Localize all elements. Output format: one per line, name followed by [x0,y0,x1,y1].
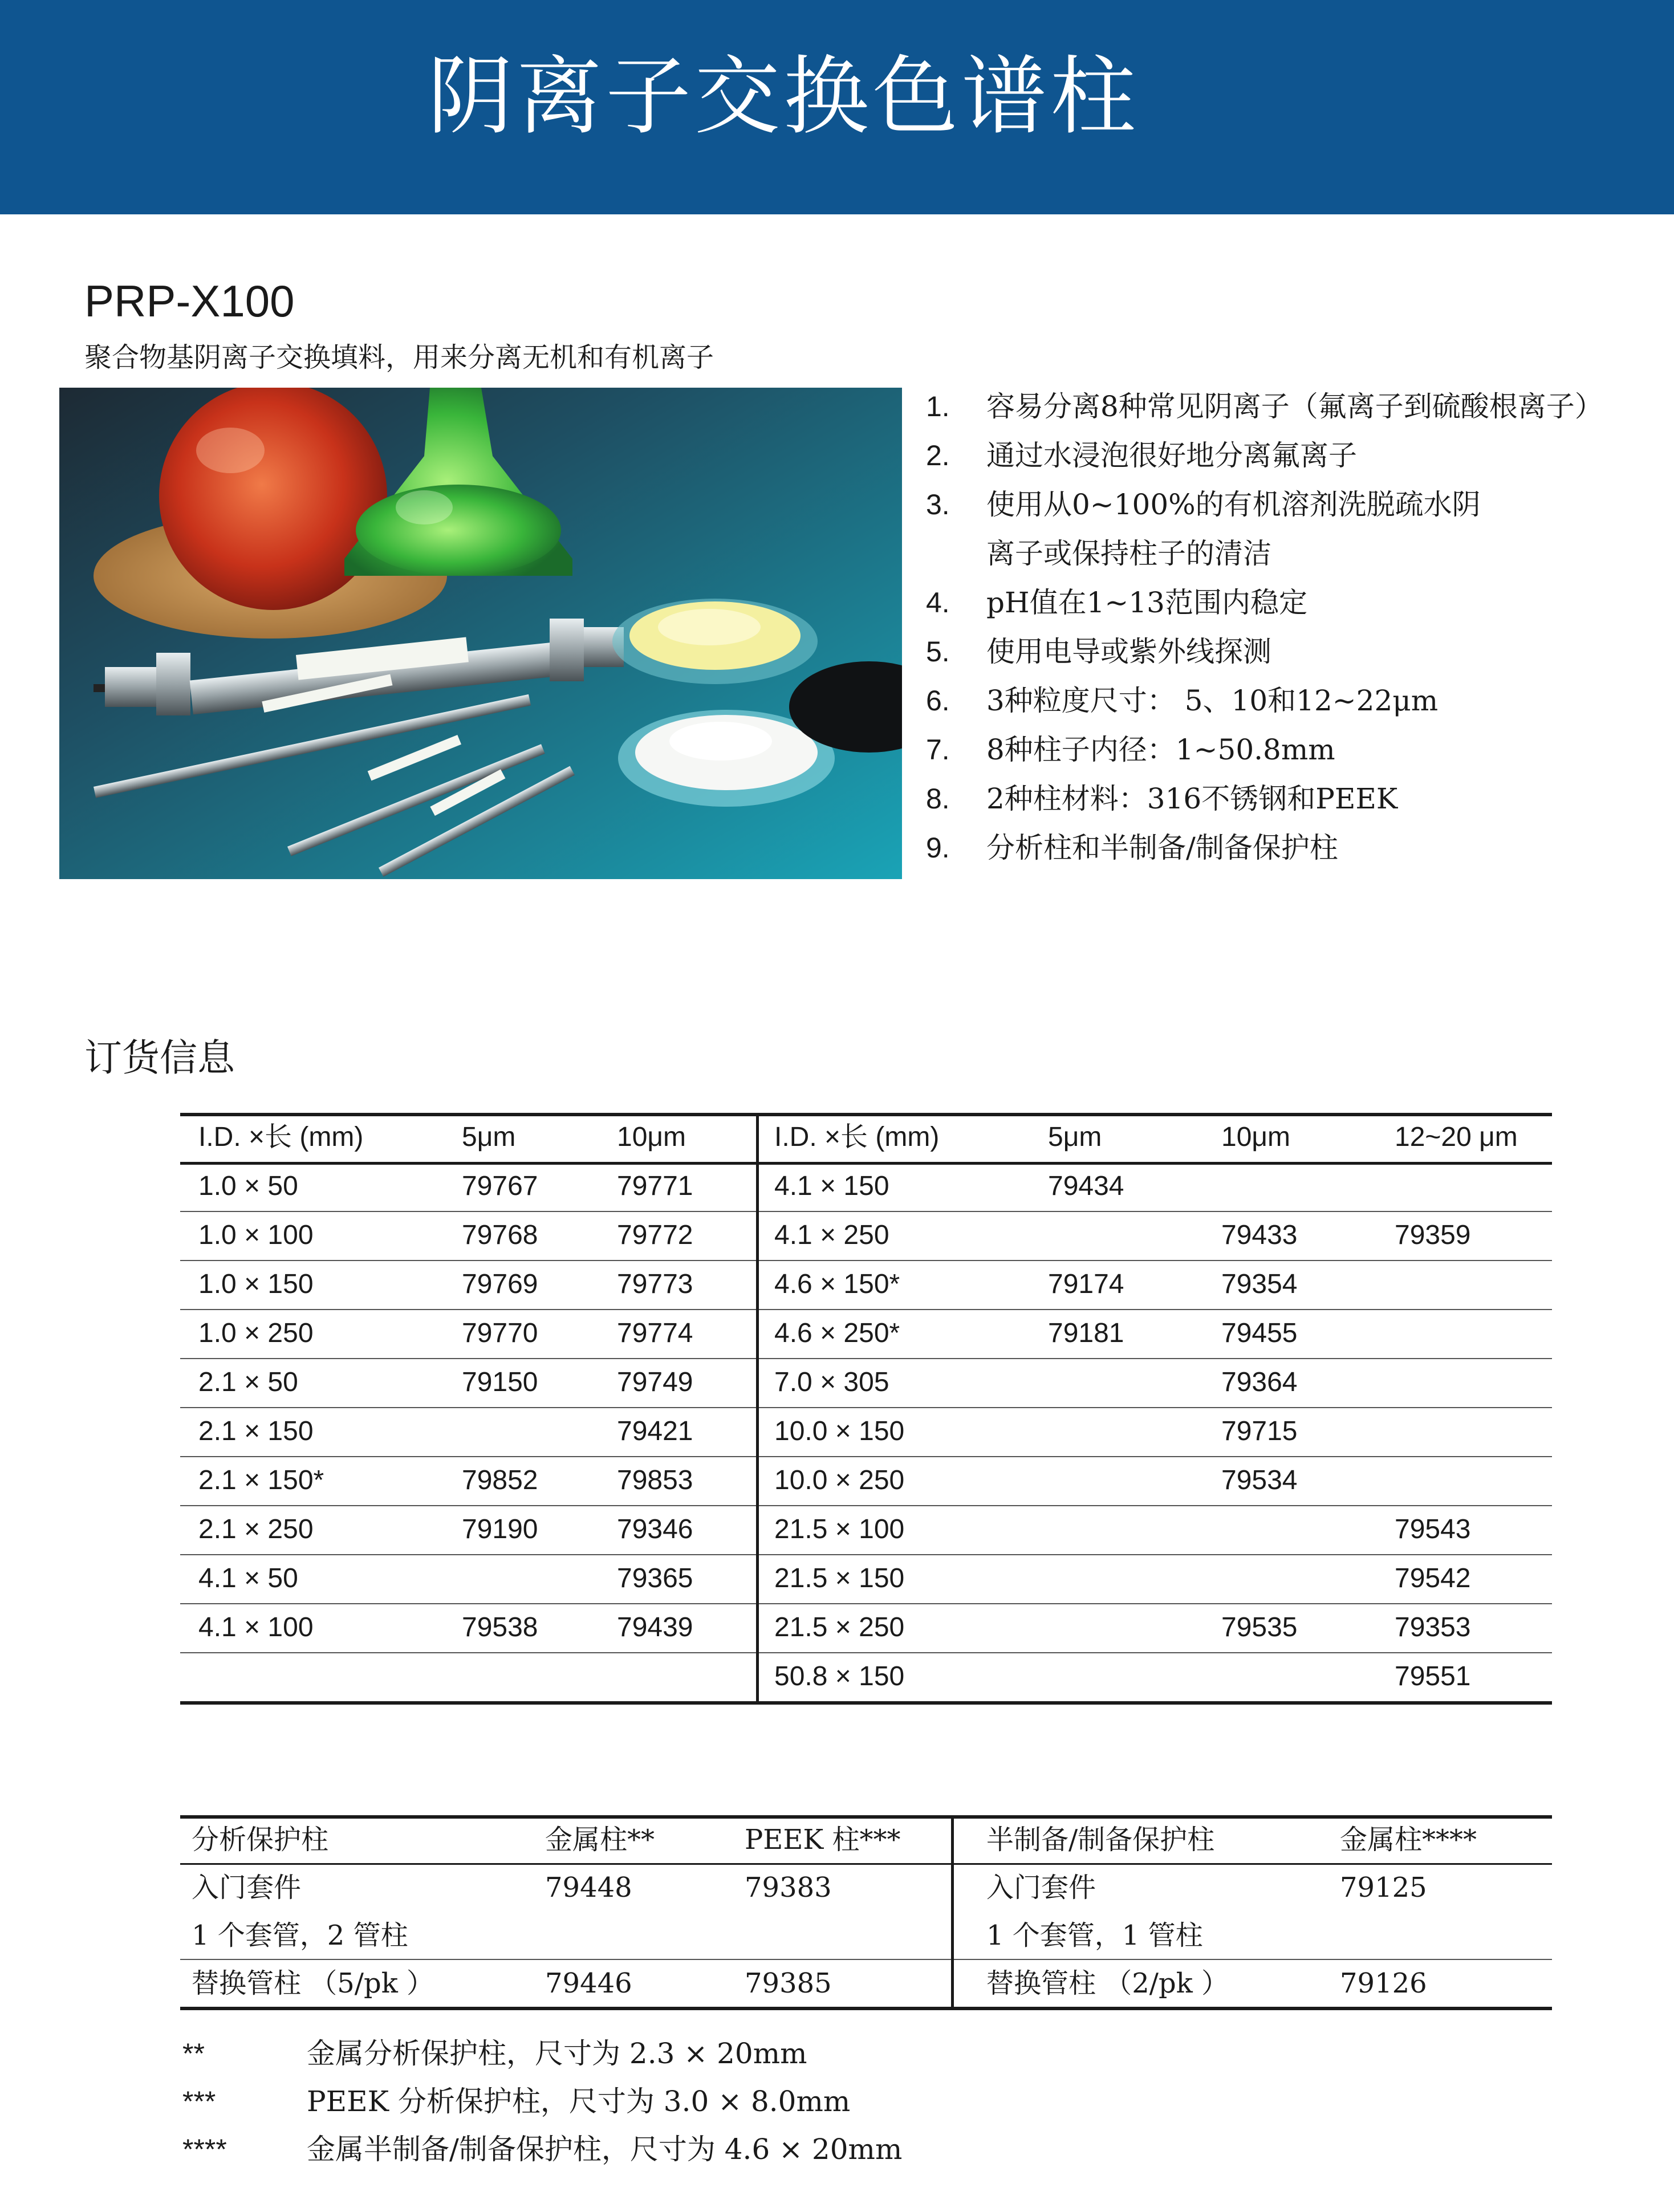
table-cell: 79385 [745,1967,832,1999]
table-cell: 1.0 × 50 [198,1171,298,1201]
table-cell: 79364 [1221,1367,1298,1397]
footnote: **** 金属半制备/制备保护柱，尺寸为 4.6 × 20mm [182,2133,903,2166]
table-cell: 21.5 × 100 [774,1514,905,1544]
column-header: 5μm [1048,1122,1102,1152]
header-rule [180,1863,1552,1865]
table-cell: 79542 [1395,1563,1471,1593]
table-cell: 50.8 × 150 [774,1661,905,1691]
table-cell: 79433 [1221,1220,1298,1250]
column-header: 金属柱** [545,1824,655,1856]
table-cell: 79538 [462,1612,538,1642]
product-name: PRP-X100 [84,276,295,326]
table-top-rule [180,1113,1552,1116]
table-row [180,1407,1552,1456]
guard-column-table [180,1815,1552,2020]
column-divider [756,1113,759,1705]
table-cell: 79434 [1048,1171,1124,1201]
column-header: I.D. ×长 (mm) [198,1122,364,1152]
table-cell: 7.0 × 305 [774,1367,889,1397]
table-cell: 79359 [1395,1220,1471,1250]
table-row [180,1211,1552,1260]
row-divider [180,1407,1552,1408]
table-cell: 79852 [462,1465,538,1495]
table-cell: 79715 [1221,1416,1298,1446]
table-cell: 79769 [462,1269,538,1299]
row-divider [180,1554,1552,1555]
feature-item: 6. 3种粒度尺寸： 5、10和12~22μm [926,684,1439,717]
table-cell: 79772 [617,1220,693,1250]
feature-item: 5. 使用电导或紫外线探测 [926,635,1271,668]
table-row [180,1554,1552,1603]
table-cell: 79446 [545,1967,632,1999]
table-cell: 79448 [545,1872,632,1904]
table-row [180,1162,1552,1211]
table-cell: 1.0 × 100 [198,1220,314,1250]
header-banner [0,0,1674,214]
table-header-row [180,1113,1552,1162]
feature-item: 9. 分析柱和半制备/制备保护柱 [926,831,1338,864]
row-divider [180,1959,1552,1960]
table-cell: 1 个套管，1 管柱 [986,1920,1203,1951]
table-cell: 79353 [1395,1612,1471,1642]
header-rule [180,1162,1552,1165]
feature-item: 8. 2种柱材料：316不锈钢和PEEK [926,782,1398,815]
table-cell: 79853 [617,1465,693,1495]
row-divider [180,1309,1552,1310]
row-divider [180,1603,1552,1604]
column-header: PEEK 柱*** [745,1824,901,1856]
table-cell: 79190 [462,1514,538,1544]
table-cell: 79150 [462,1367,538,1397]
table-cell: 2.1 × 50 [198,1367,298,1397]
row-divider [180,1652,1552,1653]
column-header: 5μm [462,1122,516,1152]
feature-item: 3. 使用从0~100%的有机溶剂洗脱疏水阴 [926,488,1481,521]
row-divider [180,1260,1552,1261]
table-cell: 21.5 × 250 [774,1612,905,1642]
product-description: 聚合物基阴离子交换填料，用来分离无机和有机离子 [84,341,714,373]
table-cell: 79749 [617,1367,693,1397]
footnotes [180,2030,1549,2173]
column-header: 金属柱**** [1340,1824,1477,1856]
table-cell: 79125 [1340,1872,1427,1904]
column-header: I.D. ×长 (mm) [774,1122,940,1152]
table-cell: 入门套件 [192,1872,302,1904]
table-cell: 79534 [1221,1465,1298,1495]
feature-item: 4. pH值在1~13范围内稳定 [926,586,1307,619]
row-divider [180,1211,1552,1212]
table-cell: 79551 [1395,1661,1471,1691]
table-cell: 入门套件 [986,1872,1096,1904]
feature-item: 2. 通过水浸泡很好地分离氟离子 [926,439,1357,472]
table-cell: 79346 [617,1514,693,1544]
table-row [180,1863,1552,1912]
table-row [180,1309,1552,1358]
table-row [180,1358,1552,1407]
table-top-rule [180,1815,1552,1819]
feature-list [924,382,1665,872]
table-row [180,1260,1552,1309]
yellow-powder-dish [612,599,818,684]
table-header-row [180,1815,1552,1864]
table-cell: 79174 [1048,1269,1124,1299]
table-cell: 79768 [462,1220,538,1250]
table-cell: 21.5 × 150 [774,1563,905,1593]
table-cell: 2.1 × 150* [198,1465,324,1495]
table-cell: 79365 [617,1563,693,1593]
table-bottom-rule [180,2007,1552,2010]
table-cell: 4.1 × 50 [198,1563,298,1593]
table-cell: 10.0 × 150 [774,1416,905,1446]
row-divider [180,1456,1552,1457]
table-cell: 替换管柱 （2/pk ） [986,1967,1229,1999]
ordering-table [180,1113,1552,1717]
table-cell: 4.1 × 250 [774,1220,889,1250]
table-cell: 79767 [462,1171,538,1201]
table-cell: 79181 [1048,1318,1124,1348]
table-cell: 1.0 × 250 [198,1318,314,1348]
column-divider [951,1815,954,2010]
table-cell: 79774 [617,1318,693,1348]
ordering-title: 订货信息 [84,1036,235,1080]
table-cell: 4.1 × 100 [198,1612,314,1642]
page-title: 阴离子交换色谱柱 [428,47,1140,147]
table-row [180,1603,1552,1652]
table-cell: 4.6 × 250* [774,1318,900,1348]
table-cell: 2.1 × 250 [198,1514,314,1544]
table-row [180,1652,1552,1701]
table-cell: 79126 [1340,1967,1427,1999]
table-cell: 10.0 × 250 [774,1465,905,1495]
feature-item: 离子或保持柱子的清洁 [986,537,1271,570]
table-cell: 79439 [617,1612,693,1642]
table-cell: 79354 [1221,1269,1298,1299]
table-row [180,1505,1552,1554]
table-cell: 1.0 × 150 [198,1269,314,1299]
table-bottom-rule [180,1701,1552,1705]
table-row [180,1959,1552,2008]
column-header: 分析保护柱 [192,1824,329,1856]
feature-item: 1. 容易分离8种常见阴离子（氟离子到硫酸根离子） [926,390,1603,423]
table-cell: 2.1 × 150 [198,1416,314,1446]
row-divider [180,1505,1552,1506]
red-flask [159,388,387,610]
column-header: 半制备/制备保护柱 [986,1824,1215,1856]
table-cell: 79421 [617,1416,693,1446]
product-photo [59,388,902,879]
table-cell: 79773 [617,1269,693,1299]
table-cell: 79455 [1221,1318,1298,1348]
table-cell: 79543 [1395,1514,1471,1544]
table-cell: 79535 [1221,1612,1298,1642]
table-cell: 79383 [745,1872,832,1904]
footnote: ** 金属分析保护柱，尺寸为 2.3 × 20mm [182,2037,807,2070]
table-cell: 4.6 × 150* [774,1269,900,1299]
column-header: 12~20 μm [1395,1122,1518,1152]
footnote: *** PEEK 分析保护柱，尺寸为 3.0 × 8.0mm [182,2085,851,2118]
table-cell: 4.1 × 150 [774,1171,889,1201]
feature-item: 7. 8种柱子内径：1~50.8mm [926,733,1335,766]
table-cell: 79771 [617,1171,693,1201]
table-cell: 79770 [462,1318,538,1348]
column-header: 10μm [617,1122,686,1152]
table-row [180,1456,1552,1505]
row-divider [180,1358,1552,1359]
table-cell: 1 个套管，2 管柱 [192,1920,408,1951]
column-header: 10μm [1221,1122,1291,1152]
table-cell: 替换管柱 （5/pk ） [192,1967,434,1999]
table-row [180,1911,1552,1960]
